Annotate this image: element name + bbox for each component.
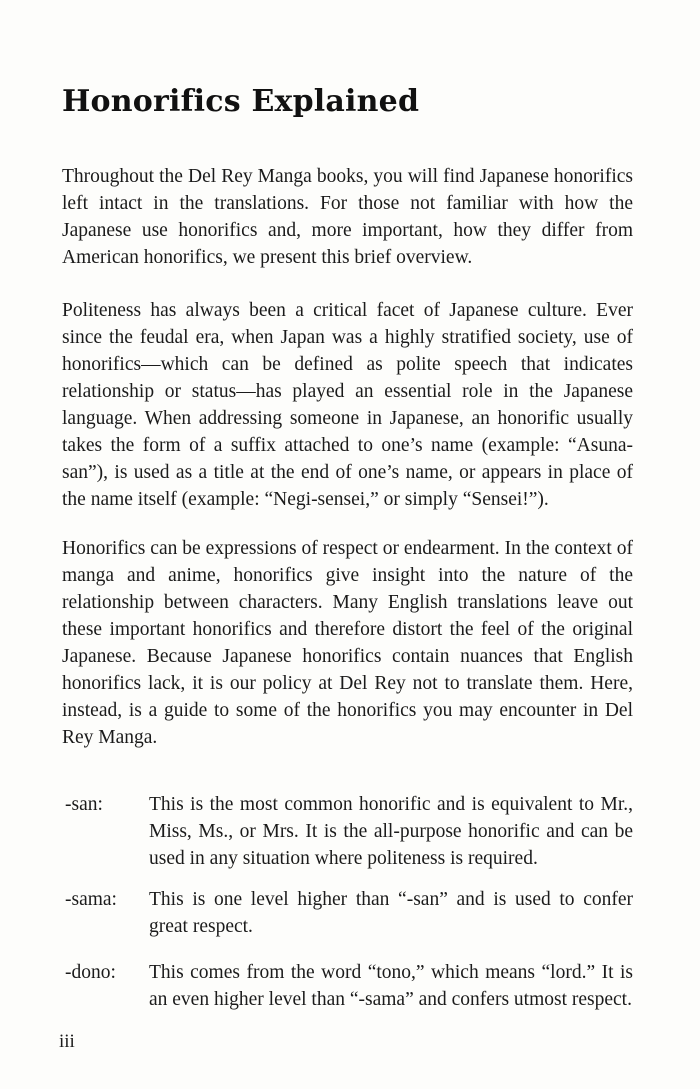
page-number: iii (59, 1031, 75, 1052)
glossary-definition: This comes from the word “tono,” which means “lord.” It is an even higher level than “-sama” and confers utmost respect. (149, 962, 633, 1010)
glossary-term: -sama: (65, 889, 117, 910)
glossary-definition: This is one level higher than “-san” and is used to confer great respect. (149, 889, 633, 937)
glossary-definition: This is the most common honorific and is equivalent to Mr., Miss, Ms., or Mrs. It is the all-purpose honorific and can be used in any situation where politeness is required. (149, 794, 633, 869)
politeness-paragraph: Politeness has always been a critical facet of Japanese culture. Ever since the feudal era, when Japan was a highly stratified society, use of honorifics—which can be defined as polite speech that indicates relationship or status—has played an essential role in the Japanese language. When addressing someone in Japanese, an honorific usually takes the form of a suffix attached to one’s name (example: “Asuna-san”), is used as a title at the end of one’s name, or appears in place of the name itself (example: “Negi-sensei,” or simply “Sensei!”). (62, 300, 633, 510)
intro-paragraph: Throughout the Del Rey Manga books, you will find Japanese honorifics left intact in the translations. For those not familiar with how the Japanese use honorifics and, more important, how they differ from American honorifics, we present this brief overview. (62, 166, 633, 268)
glossary-term: -dono: (65, 962, 116, 983)
glossary-term: -san: (65, 794, 103, 815)
respect-paragraph: Honorifics can be expressions of respect or endearment. In the context of manga and anime, honorifics give insight into the nature of the relationship between characters. Many English translations leave out these important honorifics and therefore distort the feel of the original Japanese. Because Japanese honorifics contain nuances that English honorifics lack, it is our policy at Del Rey not to translate them. Here, instead, is a guide to some of the honorifics you may encounter in Del Rey Manga. (62, 538, 633, 748)
page-title: Honorifics Explained (62, 84, 420, 119)
